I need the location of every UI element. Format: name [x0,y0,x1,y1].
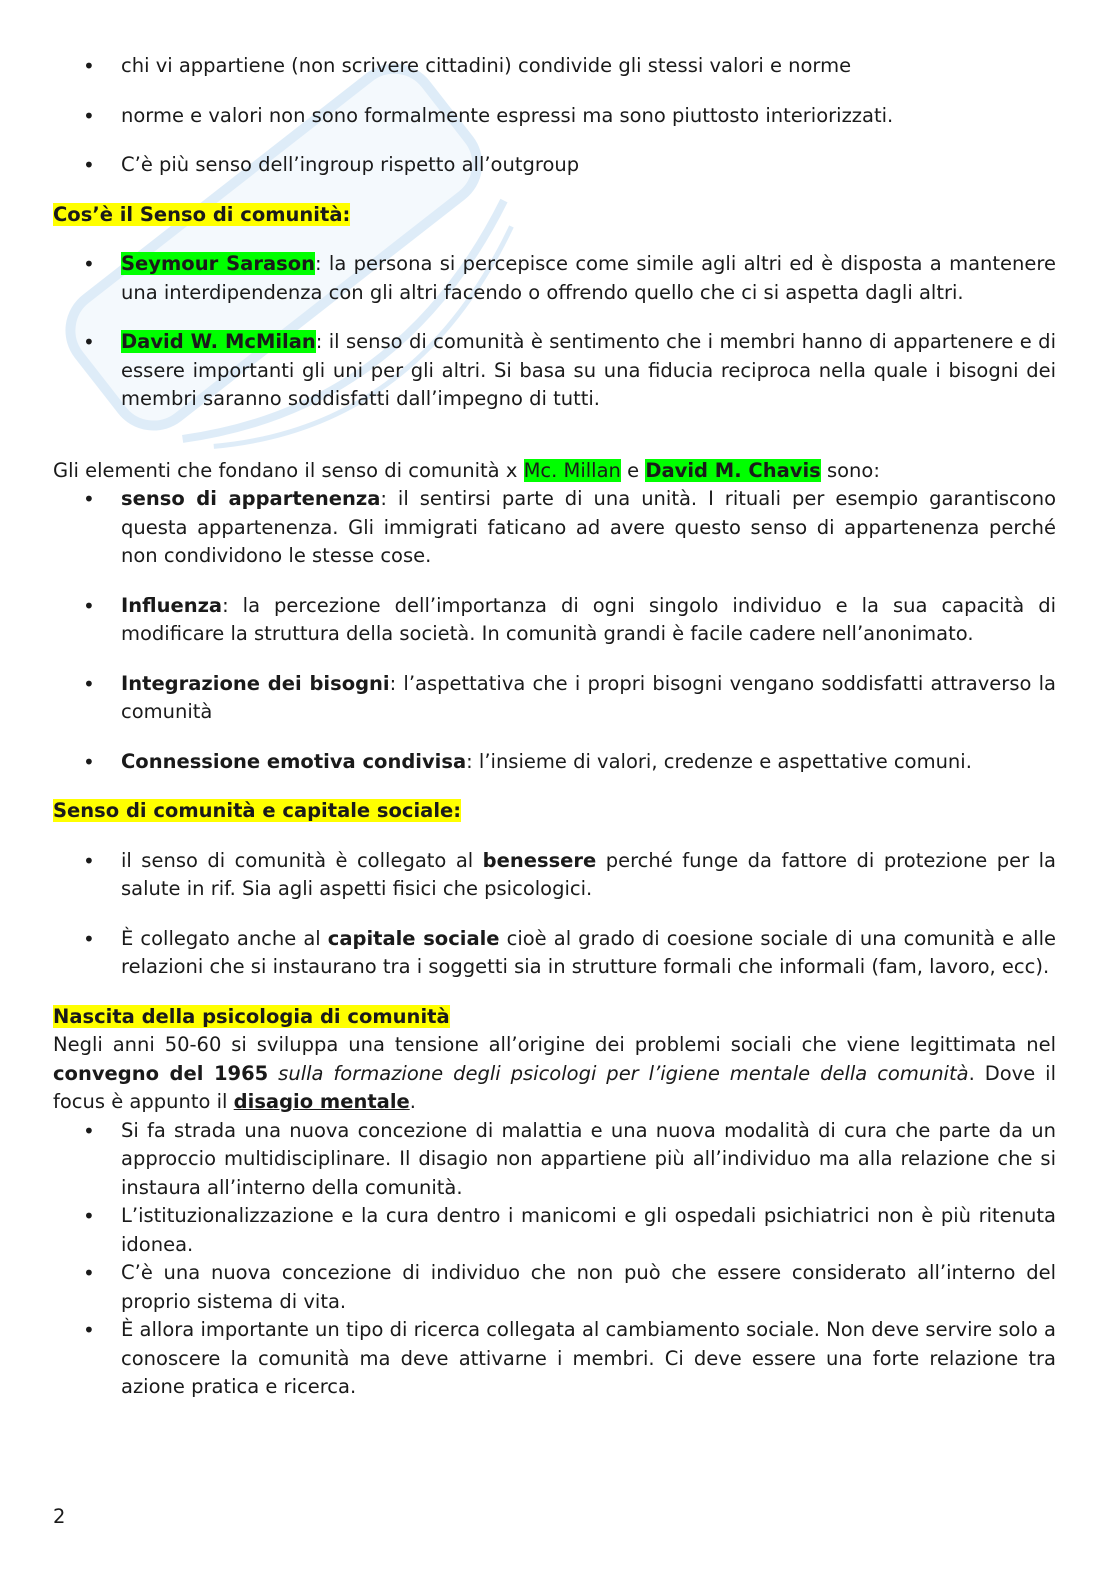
page-content [53,52,1056,1402]
nascita-list [53,1117,1056,1402]
elements-list [53,485,1056,776]
list-item: • C’è più senso dell’ingroup rispetto all’outgroup [53,151,1056,180]
list-item: • chi vi appartiene (non scrivere cittadini) condivide gli stessi valori e norme [53,52,1056,81]
author-name: Mc. Millan [523,458,621,482]
page-number: 2 [53,1505,66,1528]
list-item: • Si fa strada una nuova concezione di malattia e una nuova modalità di cura che parte da un approccio multidisciplinare. Il disagio non appartiene più all’individuo ma alla relazione che si instaura all’interno della comunità. [53,1117,1056,1203]
author-name: David W. McMilan [121,330,316,353]
list-item: • senso di appartenenza: il sentirsi parte di una unità. I rituali per esempio garantiscono questa appartenenza. Gli immigrati faticano ad avere questo senso di appartenenza perché non condividono le stesse cose. [53,485,1056,571]
list-item: • Seymour Sarason: la persona si percepisce come simile agli altri ed è disposta a mantenere una interdipendenza con gli altri facendo o offrendo quello che ci si aspetta dagli altri. [53,250,1056,307]
list-item: • norme e valori non sono formalmente espressi ma sono piuttosto interiorizzati. [53,102,1056,131]
section-heading-capitale-sociale: Senso di comunità e capitale sociale: [53,799,462,822]
list-item: • il senso di comunità è collegato al benessere perché funge da fattore di protezione per la salute in rif. Sia agli aspetti fisici che psicologici. [53,847,1056,904]
elements-intro: Gli elementi che fondano il senso di comunità x Mc. Millan e David M. Chavis sono: [53,458,880,482]
capitale-sociale-list [53,847,1056,982]
section-heading-nascita: Nascita della psicologia di comunità [53,1004,450,1028]
list-item: • L’istituzionalizzazione e la cura dentro i manicomi e gli ospedali psichiatrici non è più ritenuta idonea. [53,1202,1056,1259]
top-bullet-list [53,52,1056,180]
list-item: • Influenza: la percezione dell’importanza di ogni singolo individuo e la sua capacità di modificare la struttura della società. In comunità grandi è facile cadere nell’anonimato. [53,592,1056,649]
list-item: • È collegato anche al capitale sociale cioè al grado di coesione sociale di una comunità e alle relazioni che si instaurano tra i soggetti sia in strutture formali che informali (fam, lavoro, ecc). [53,925,1056,982]
list-item: • Integrazione dei bisogni: l’aspettativa che i propri bisogni vengano soddisfatti attraverso la comunità [53,670,1056,727]
list-item: • David W. McMilan: il senso di comunità è sentimento che i membri hanno di appartenere e di essere importanti gli uni per gli altri. Si basa su una fiducia reciproca nella quale i bisogni dei membri saranno soddisfatti dall’impegno di tutti. [53,328,1056,414]
list-item: • C’è una nuova concezione di individuo che non può che essere considerato all’interno del proprio sistema di vita. [53,1259,1056,1316]
list-item: • È allora importante un tipo di ricerca collegata al cambiamento sociale. Non deve servire solo a conoscere la comunità ma deve attivarne i membri. Ci deve essere una forte relazione tra azione pratica e ricerca. [53,1316,1056,1402]
section-heading-senso-di-comunita: Cos’è il Senso di comunità: [53,202,351,226]
definitions-list [53,250,1056,414]
author-name: David M. Chavis [645,458,821,482]
nascita-paragraph: Negli anni 50-60 si sviluppa una tensione all’origine dei problemi sociali che viene legittimata nel convegno del 1965 sulla formazione degli psicologi per l’igiene mentale della comunità. Dove il focus è appunto il disagio mentale. [53,1033,1056,1113]
author-name: Seymour Sarason [121,252,315,275]
list-item: • Connessione emotiva condivisa: l’insieme di valori, credenze e aspettative comuni. [53,748,1056,777]
